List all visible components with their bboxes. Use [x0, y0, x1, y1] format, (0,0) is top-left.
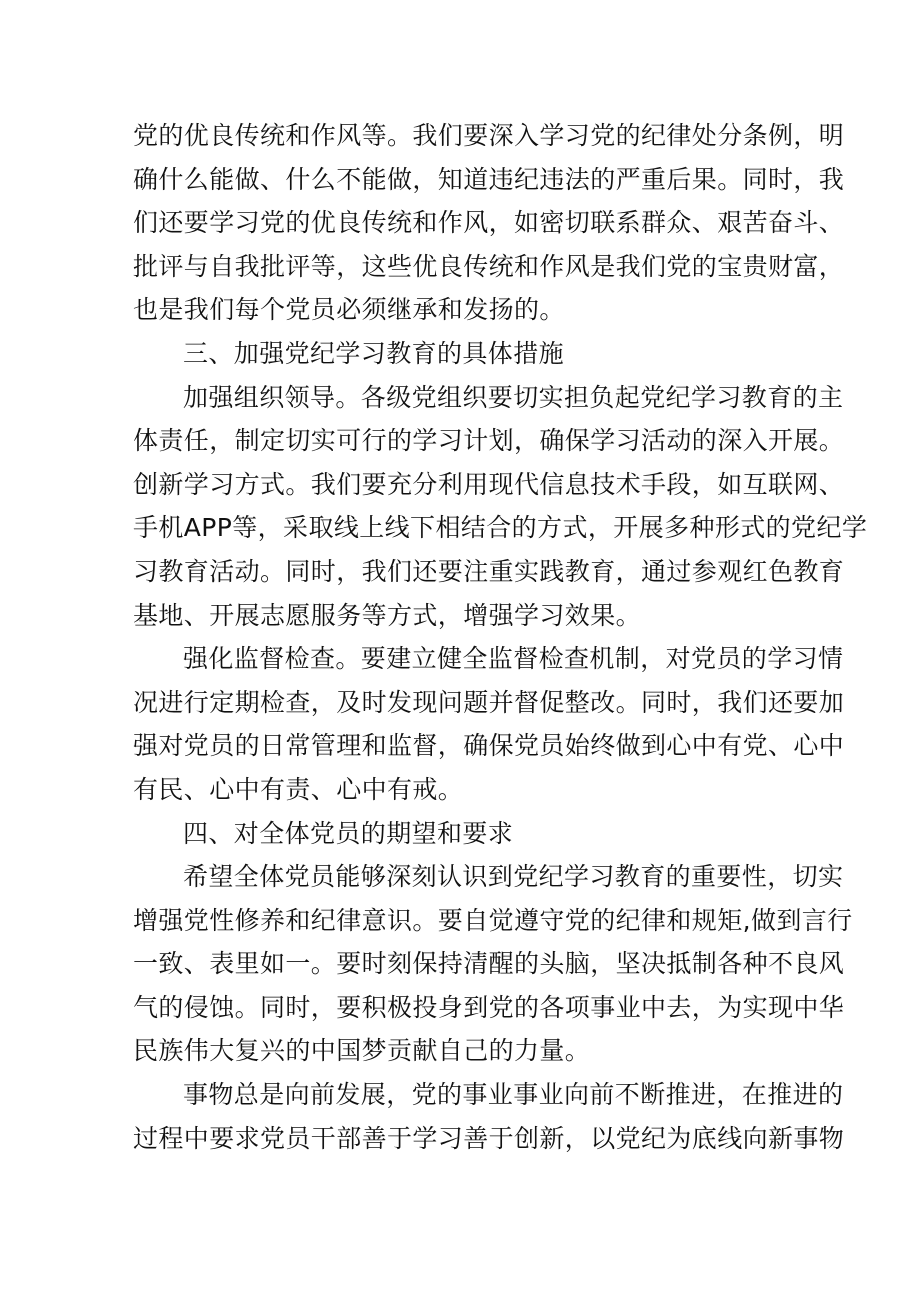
paragraph-line: 手机APP等，采取线上线下相结合的方式，开展多种形式的党纪学 — [133, 513, 868, 543]
section-heading: 三、加强党纪学习教育的具体措施 — [183, 338, 565, 368]
paragraph-line: 确什么能做、什么不能做，知道违纪违法的严重后果。同时，我 — [133, 164, 845, 194]
paragraph-line: 气的侵蚀。同时，要积极投身到党的各项事业中去，为实现中华 — [133, 992, 845, 1022]
paragraph-line: 强对党员的日常管理和监督，确保党员始终做到心中有党、心中 — [133, 731, 845, 761]
paragraph-line: 习教育活动。同时，我们还要注重实践教育，通过参观红色教育 — [133, 556, 845, 586]
paragraph-line: 强化监督检查。要建立健全监督检查机制，对党员的学习情 — [183, 644, 844, 674]
document-body — [133, 114, 868, 1160]
paragraph-line: 们还要学习党的优良传统和作风，如密切联系群众、艰苦奋斗、 — [133, 208, 845, 238]
paragraph-line: 况进行定期检查，及时发现问题并督促整改。同时，我们还要加 — [133, 687, 845, 717]
paragraph-line: 加强组织领导。各级党组织要切实担负起党纪学习教育的主 — [183, 382, 844, 412]
paragraph-line: 基地、开展志愿服务等方式，增强学习效果。 — [133, 600, 642, 630]
paragraph-line: 过程中要求党员干部善于学习善于创新，以党纪为底线向新事物 — [133, 1123, 845, 1153]
paragraph-line: 有民、心中有责、心中有戒。 — [133, 774, 464, 804]
paragraph-line: 批评与自我批评等，这些优良传统和作风是我们党的宝贵财富， — [133, 251, 845, 281]
paragraph-line: 体责任，制定切实可行的学习计划，确保学习活动的深入开展。 — [133, 426, 845, 456]
paragraph-line: 增强党性修养和纪律意识。要自觉遵守党的纪律和规矩,做到言行 — [133, 905, 853, 935]
paragraph-line: 事物总是向前发展，党的事业事业向前不断推进，在推进的 — [183, 1080, 844, 1110]
paragraph-line: 一致、表里如一。要时刻保持清醒的头脑，坚决抵制各种不良风 — [133, 949, 845, 979]
paragraph-line: 党的优良传统和作风等。我们要深入学习党的纪律处分条例，明 — [133, 121, 845, 150]
section-heading: 四、对全体党员的期望和要求 — [183, 818, 514, 848]
paragraph-line: 创新学习方式。我们要充分利用现代信息技术手段，如互联网、 — [133, 469, 845, 499]
paragraph-line: 希望全体党员能够深刻认识到党纪学习教育的重要性，切实 — [183, 862, 844, 892]
paragraph-line: 也是我们每个党员必须继承和发扬的。 — [133, 295, 565, 325]
paragraph-line: 民族伟大复兴的中国梦贡献自己的力量。 — [133, 1036, 591, 1066]
